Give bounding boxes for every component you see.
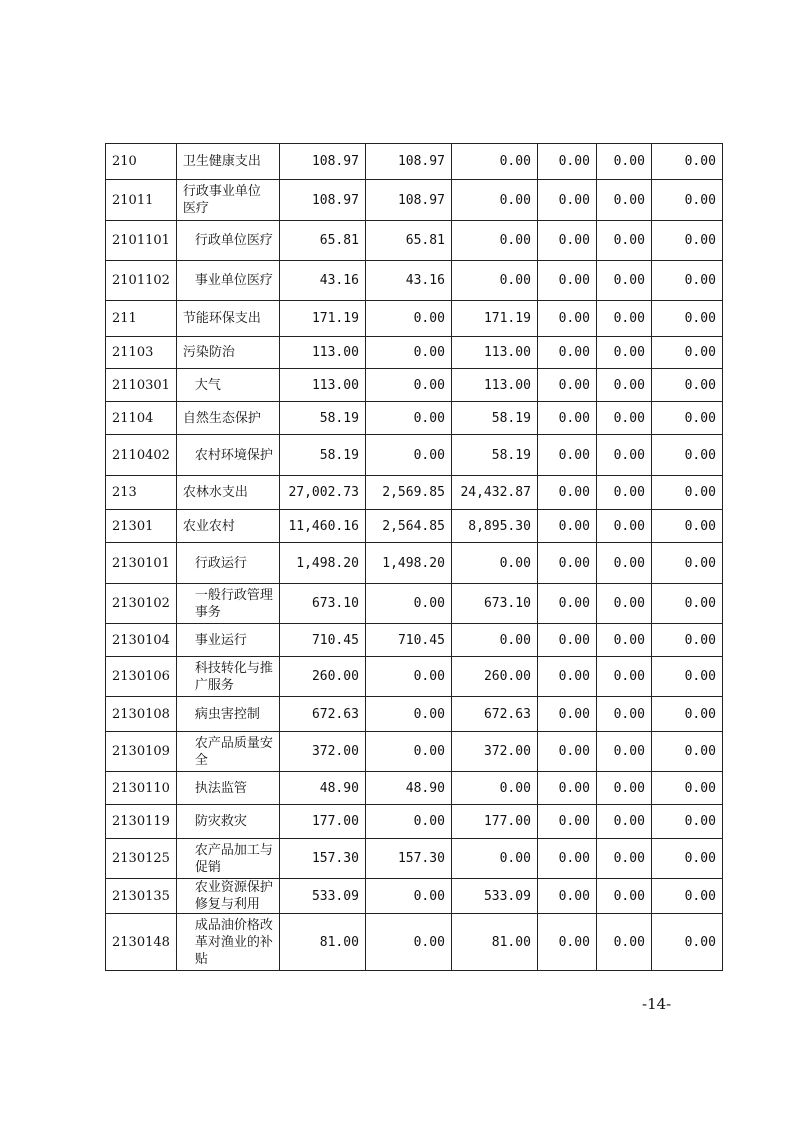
cell-basic: 710.45 [365, 624, 451, 657]
cell-total: 710.45 [279, 624, 365, 657]
cell-total: 108.97 [279, 180, 365, 221]
cell-basic: 0.00 [365, 914, 451, 971]
cell-c5: 0.00 [596, 510, 651, 543]
cell-code: 2130125 [106, 839, 177, 879]
cell-c6: 0.00 [651, 180, 722, 221]
cell-code: 21301 [106, 510, 177, 543]
cell-code: 2110301 [106, 369, 177, 402]
cell-project: 0.00 [451, 624, 537, 657]
cell-project: 81.00 [451, 914, 537, 971]
cell-c5: 0.00 [596, 624, 651, 657]
cell-total: 171.19 [279, 301, 365, 337]
cell-c6: 0.00 [651, 261, 722, 301]
cell-total: 1,498.20 [279, 543, 365, 584]
table-row [106, 772, 723, 805]
cell-total: 81.00 [279, 914, 365, 971]
cell-project: 0.00 [451, 839, 537, 879]
cell-c6: 0.00 [651, 435, 722, 476]
cell-basic: 0.00 [365, 337, 451, 369]
cell-name: 农产品质量安全 [176, 732, 279, 772]
cell-total: 43.16 [279, 261, 365, 301]
cell-c4: 0.00 [537, 369, 596, 402]
cell-c4: 0.00 [537, 301, 596, 337]
cell-total: 113.00 [279, 369, 365, 402]
cell-name: 行政运行 [176, 543, 279, 584]
table-row [106, 337, 723, 369]
cell-project: 533.09 [451, 879, 537, 914]
cell-basic: 0.00 [365, 697, 451, 732]
cell-project: 24,432.87 [451, 476, 537, 510]
table-row [106, 510, 723, 543]
cell-total: 177.00 [279, 805, 365, 839]
cell-total: 533.09 [279, 879, 365, 914]
table-row [106, 180, 723, 221]
cell-name: 污染防治 [176, 337, 279, 369]
cell-name: 节能环保支出 [176, 301, 279, 337]
cell-total: 260.00 [279, 657, 365, 697]
cell-basic: 2,569.85 [365, 476, 451, 510]
cell-name: 农村环境保护 [176, 435, 279, 476]
cell-c4: 0.00 [537, 543, 596, 584]
cell-c5: 0.00 [596, 543, 651, 584]
cell-c5: 0.00 [596, 369, 651, 402]
cell-c5: 0.00 [596, 301, 651, 337]
cell-c5: 0.00 [596, 584, 651, 624]
cell-basic: 108.97 [365, 180, 451, 221]
cell-name: 卫生健康支出 [176, 144, 279, 180]
cell-project: 177.00 [451, 805, 537, 839]
cell-c4: 0.00 [537, 879, 596, 914]
cell-code: 2130101 [106, 543, 177, 584]
cell-code: 2130102 [106, 584, 177, 624]
cell-basic: 65.81 [365, 221, 451, 261]
cell-c5: 0.00 [596, 772, 651, 805]
cell-total: 372.00 [279, 732, 365, 772]
cell-c6: 0.00 [651, 772, 722, 805]
cell-c6: 0.00 [651, 584, 722, 624]
cell-name: 农业农村 [176, 510, 279, 543]
cell-basic: 0.00 [365, 657, 451, 697]
table-row [106, 914, 723, 971]
cell-code: 2101101 [106, 221, 177, 261]
cell-c6: 0.00 [651, 476, 722, 510]
cell-c4: 0.00 [537, 435, 596, 476]
cell-c6: 0.00 [651, 402, 722, 435]
cell-c5: 0.00 [596, 839, 651, 879]
cell-project: 672.63 [451, 697, 537, 732]
table-row [106, 476, 723, 510]
cell-c4: 0.00 [537, 657, 596, 697]
cell-total: 58.19 [279, 435, 365, 476]
cell-project: 0.00 [451, 543, 537, 584]
cell-code: 21103 [106, 337, 177, 369]
table-body [106, 144, 723, 971]
cell-name: 农林水支出 [176, 476, 279, 510]
cell-name: 事业运行 [176, 624, 279, 657]
cell-name: 大气 [176, 369, 279, 402]
cell-c5: 0.00 [596, 914, 651, 971]
table-row [106, 221, 723, 261]
cell-c4: 0.00 [537, 839, 596, 879]
cell-basic: 2,564.85 [365, 510, 451, 543]
cell-basic: 48.90 [365, 772, 451, 805]
cell-code: 21011 [106, 180, 177, 221]
cell-c4: 0.00 [537, 510, 596, 543]
cell-c4: 0.00 [537, 402, 596, 435]
table-row [106, 839, 723, 879]
cell-c5: 0.00 [596, 337, 651, 369]
cell-code: 2130104 [106, 624, 177, 657]
cell-c4: 0.00 [537, 805, 596, 839]
cell-code: 213 [106, 476, 177, 510]
cell-c5: 0.00 [596, 805, 651, 839]
cell-code: 2101102 [106, 261, 177, 301]
page-number: -14- [642, 995, 672, 1013]
cell-project: 673.10 [451, 584, 537, 624]
cell-c4: 0.00 [537, 584, 596, 624]
cell-name: 农业资源保护修复与利用 [176, 879, 279, 914]
cell-total: 157.30 [279, 839, 365, 879]
cell-c4: 0.00 [537, 732, 596, 772]
cell-total: 673.10 [279, 584, 365, 624]
cell-code: 211 [106, 301, 177, 337]
cell-project: 58.19 [451, 402, 537, 435]
cell-name: 行政事业单位医疗 [176, 180, 279, 221]
cell-c6: 0.00 [651, 369, 722, 402]
cell-basic: 0.00 [365, 435, 451, 476]
table-row [106, 543, 723, 584]
cell-c6: 0.00 [651, 839, 722, 879]
cell-total: 113.00 [279, 337, 365, 369]
cell-project: 113.00 [451, 337, 537, 369]
cell-project: 0.00 [451, 772, 537, 805]
cell-project: 0.00 [451, 180, 537, 221]
cell-c5: 0.00 [596, 732, 651, 772]
cell-basic: 108.97 [365, 144, 451, 180]
cell-c4: 0.00 [537, 772, 596, 805]
cell-code: 2130119 [106, 805, 177, 839]
cell-code: 21104 [106, 402, 177, 435]
cell-project: 0.00 [451, 221, 537, 261]
table-row [106, 657, 723, 697]
cell-c5: 0.00 [596, 221, 651, 261]
cell-name: 成品油价格改革对渔业的补贴 [176, 914, 279, 971]
cell-c6: 0.00 [651, 657, 722, 697]
cell-total: 672.63 [279, 697, 365, 732]
cell-c6: 0.00 [651, 879, 722, 914]
cell-c6: 0.00 [651, 624, 722, 657]
cell-c6: 0.00 [651, 543, 722, 584]
cell-c6: 0.00 [651, 144, 722, 180]
cell-name: 行政单位医疗 [176, 221, 279, 261]
cell-c4: 0.00 [537, 914, 596, 971]
cell-code: 210 [106, 144, 177, 180]
table-row [106, 369, 723, 402]
cell-c5: 0.00 [596, 657, 651, 697]
cell-c6: 0.00 [651, 301, 722, 337]
cell-name: 农产品加工与促销 [176, 839, 279, 879]
table-row [106, 402, 723, 435]
cell-c4: 0.00 [537, 261, 596, 301]
cell-name: 事业单位医疗 [176, 261, 279, 301]
table-row [106, 301, 723, 337]
cell-c5: 0.00 [596, 697, 651, 732]
cell-c6: 0.00 [651, 732, 722, 772]
cell-c6: 0.00 [651, 805, 722, 839]
cell-name: 一般行政管理事务 [176, 584, 279, 624]
cell-total: 48.90 [279, 772, 365, 805]
cell-project: 58.19 [451, 435, 537, 476]
cell-basic: 0.00 [365, 584, 451, 624]
cell-code: 2110402 [106, 435, 177, 476]
cell-name: 防灾救灾 [176, 805, 279, 839]
table-row [106, 624, 723, 657]
cell-basic: 0.00 [365, 301, 451, 337]
cell-code: 2130135 [106, 879, 177, 914]
cell-c5: 0.00 [596, 435, 651, 476]
cell-code: 2130148 [106, 914, 177, 971]
cell-basic: 43.16 [365, 261, 451, 301]
cell-total: 27,002.73 [279, 476, 365, 510]
cell-name: 执法监管 [176, 772, 279, 805]
table-row [106, 697, 723, 732]
cell-code: 2130109 [106, 732, 177, 772]
cell-basic: 1,498.20 [365, 543, 451, 584]
budget-table [105, 143, 723, 971]
cell-c4: 0.00 [537, 337, 596, 369]
cell-c6: 0.00 [651, 221, 722, 261]
table-row [106, 144, 723, 180]
cell-c5: 0.00 [596, 879, 651, 914]
cell-project: 0.00 [451, 144, 537, 180]
cell-project: 260.00 [451, 657, 537, 697]
cell-basic: 157.30 [365, 839, 451, 879]
cell-c4: 0.00 [537, 221, 596, 261]
cell-code: 2130106 [106, 657, 177, 697]
cell-project: 113.00 [451, 369, 537, 402]
table-row [106, 261, 723, 301]
cell-c4: 0.00 [537, 624, 596, 657]
cell-c5: 0.00 [596, 144, 651, 180]
cell-project: 0.00 [451, 261, 537, 301]
cell-c4: 0.00 [537, 697, 596, 732]
cell-total: 11,460.16 [279, 510, 365, 543]
cell-name: 自然生态保护 [176, 402, 279, 435]
cell-c4: 0.00 [537, 180, 596, 221]
cell-basic: 0.00 [365, 805, 451, 839]
cell-c5: 0.00 [596, 180, 651, 221]
cell-total: 58.19 [279, 402, 365, 435]
cell-c5: 0.00 [596, 402, 651, 435]
cell-basic: 0.00 [365, 402, 451, 435]
cell-project: 8,895.30 [451, 510, 537, 543]
cell-code: 2130110 [106, 772, 177, 805]
cell-basic: 0.00 [365, 732, 451, 772]
cell-project: 171.19 [451, 301, 537, 337]
cell-basic: 0.00 [365, 369, 451, 402]
table-row [106, 584, 723, 624]
cell-name: 病虫害控制 [176, 697, 279, 732]
cell-total: 108.97 [279, 144, 365, 180]
cell-c4: 0.00 [537, 144, 596, 180]
cell-name: 科技转化与推广服务 [176, 657, 279, 697]
table-row [106, 435, 723, 476]
table-row [106, 805, 723, 839]
cell-c6: 0.00 [651, 337, 722, 369]
cell-total: 65.81 [279, 221, 365, 261]
cell-c5: 0.00 [596, 261, 651, 301]
cell-code: 2130108 [106, 697, 177, 732]
cell-project: 372.00 [451, 732, 537, 772]
cell-c4: 0.00 [537, 476, 596, 510]
table-row [106, 732, 723, 772]
cell-c6: 0.00 [651, 510, 722, 543]
cell-basic: 0.00 [365, 879, 451, 914]
cell-c6: 0.00 [651, 914, 722, 971]
cell-c5: 0.00 [596, 476, 651, 510]
cell-c6: 0.00 [651, 697, 722, 732]
table-row [106, 879, 723, 914]
